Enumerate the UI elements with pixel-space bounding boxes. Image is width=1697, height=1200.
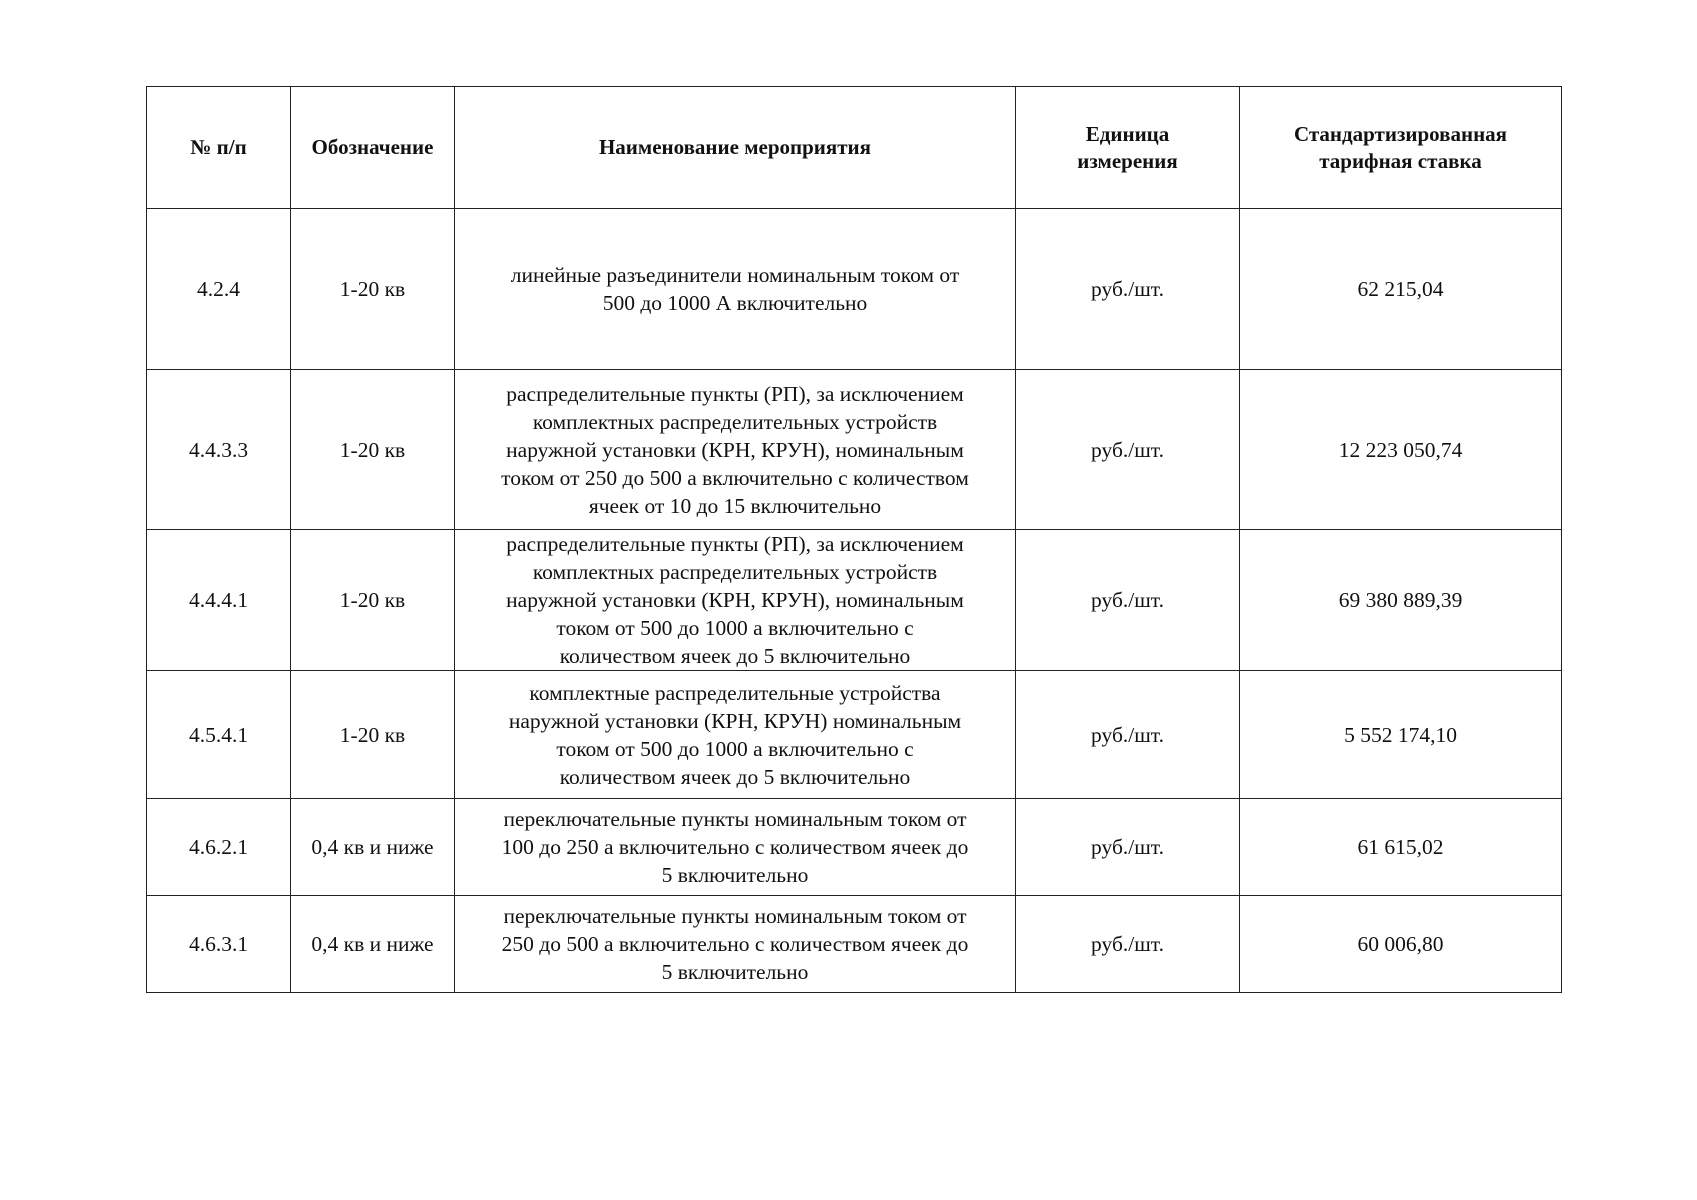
cell-num: 4.6.3.1 — [147, 896, 291, 993]
header-rate: Стандартизированная тарифная ставка — [1240, 87, 1562, 209]
header-num: № п/п — [147, 87, 291, 209]
header-name: Наименование мероприятия — [455, 87, 1016, 209]
cell-num: 4.4.3.3 — [147, 370, 291, 530]
cell-rate: 62 215,04 — [1240, 209, 1562, 370]
header-designation: Обозначение — [291, 87, 455, 209]
cell-unit: руб./шт. — [1016, 799, 1240, 896]
table-row — [147, 896, 1562, 993]
cell-designation: 0,4 кв и ниже — [291, 799, 455, 896]
header-row — [147, 87, 1562, 209]
table-row — [147, 209, 1562, 370]
cell-unit: руб./шт. — [1016, 671, 1240, 799]
cell-num: 4.2.4 — [147, 209, 291, 370]
cell-num: 4.5.4.1 — [147, 671, 291, 799]
cell-designation: 1-20 кв — [291, 370, 455, 530]
cell-name: распределительные пункты (РП), за исключением комплектных распределительных устройств наружной установки (КРН, КРУН), номинальным током от 500 до 1000 а включительно с количеством ячеек до 5 включительно — [455, 530, 1016, 671]
tariff-table — [146, 86, 1562, 993]
table-row — [147, 799, 1562, 896]
cell-designation: 0,4 кв и ниже — [291, 896, 455, 993]
table-row — [147, 370, 1562, 530]
cell-designation: 1-20 кв — [291, 530, 455, 671]
cell-rate: 5 552 174,10 — [1240, 671, 1562, 799]
cell-unit: руб./шт. — [1016, 530, 1240, 671]
header-unit: Единица измерения — [1016, 87, 1240, 209]
cell-rate: 12 223 050,74 — [1240, 370, 1562, 530]
cell-name: переключательные пункты номинальным током от 100 до 250 а включительно с количеством ячеек до 5 включительно — [455, 799, 1016, 896]
cell-name: переключательные пункты номинальным током от 250 до 500 а включительно с количеством ячеек до 5 включительно — [455, 896, 1016, 993]
cell-unit: руб./шт. — [1016, 896, 1240, 993]
cell-num: 4.4.4.1 — [147, 530, 291, 671]
cell-name: распределительные пункты (РП), за исключением комплектных распределительных устройств наружной установки (КРН, КРУН), номинальным током от 250 до 500 а включительно с количеством ячеек от 10 до 15 включительно — [455, 370, 1016, 530]
cell-designation: 1-20 кв — [291, 209, 455, 370]
table-row — [147, 671, 1562, 799]
table-row — [147, 530, 1562, 671]
cell-unit: руб./шт. — [1016, 370, 1240, 530]
cell-unit: руб./шт. — [1016, 209, 1240, 370]
cell-rate: 61 615,02 — [1240, 799, 1562, 896]
cell-num: 4.6.2.1 — [147, 799, 291, 896]
cell-rate: 60 006,80 — [1240, 896, 1562, 993]
cell-designation: 1-20 кв — [291, 671, 455, 799]
cell-name: комплектные распределительные устройства наружной установки (КРН, КРУН) номинальным током от 500 до 1000 а включительно с количеством ячеек до 5 включительно — [455, 671, 1016, 799]
cell-rate: 69 380 889,39 — [1240, 530, 1562, 671]
cell-name: линейные разъединители номинальным током от 500 до 1000 А включительно — [455, 209, 1016, 370]
